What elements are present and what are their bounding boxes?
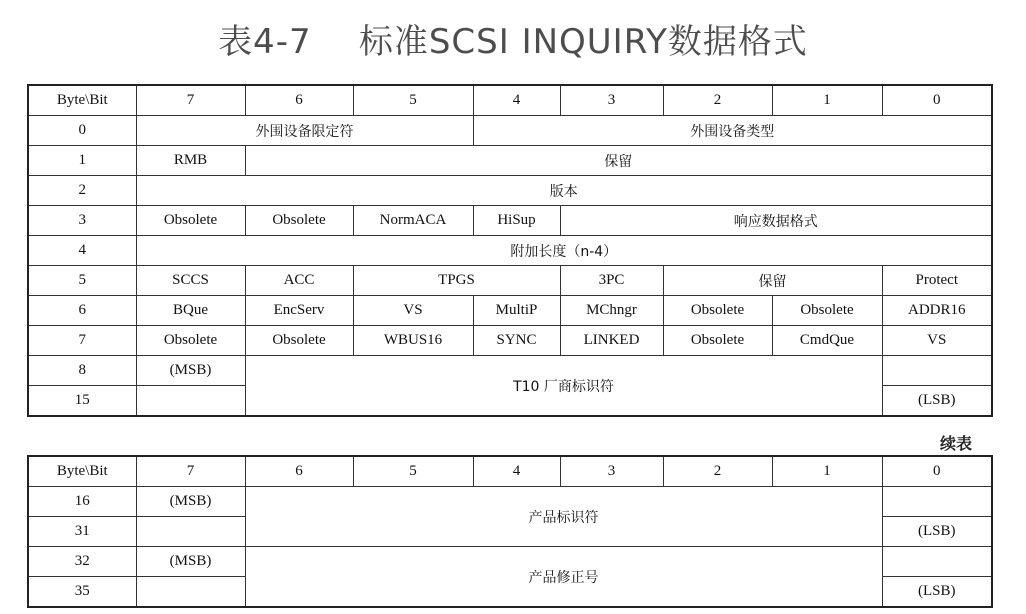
table-row [28,116,992,146]
reserved-cell: 保留 [245,146,992,176]
bit-cell: MChngr [560,296,663,326]
additional-length-cell: 附加长度（n-4） [136,236,992,266]
table-row [28,296,992,326]
header-bit-2: 2 [663,85,772,116]
header-bit-7: 7 [136,456,245,487]
bit-cell: HiSup [473,206,560,236]
table-row [28,547,992,577]
byte-index: 4 [28,236,136,266]
header-bit-0: 0 [882,456,992,487]
bit-cell: Obsolete [663,326,772,356]
rmb-cell: RMB [136,146,245,176]
bit-cell: CmdQue [772,326,882,356]
continued-label: 续表 [939,434,972,453]
byte-index: 31 [28,517,136,547]
response-data-format-cell: 响应数据格式 [560,206,992,236]
msb-cell: (MSB) [136,487,245,517]
inquiry-table-part1 [27,84,993,417]
header-bit-3: 3 [560,85,663,116]
bit-cell: EncServ [245,296,353,326]
bit-cell: Protect [882,266,992,296]
reserved-cell: 保留 [663,266,882,296]
bit-cell: BQue [136,296,245,326]
table-row [28,487,992,517]
byte-index: 8 [28,356,136,386]
header-row [28,456,992,487]
empty-cell [882,356,992,386]
byte-index: 6 [28,296,136,326]
empty-cell [882,487,992,517]
byte-index: 7 [28,326,136,356]
empty-cell [882,547,992,577]
table-row [28,356,992,386]
bit-cell: Obsolete [772,296,882,326]
byte-index: 15 [28,386,136,417]
header-bit-3: 3 [560,456,663,487]
bit-cell: SYNC [473,326,560,356]
header-byte-bit: Byte\Bit [28,456,136,487]
empty-cell [136,517,245,547]
header-bit-1: 1 [772,85,882,116]
table-row [28,326,992,356]
msb-cell: (MSB) [136,356,245,386]
header-bit-0: 0 [882,85,992,116]
header-bit-7: 7 [136,85,245,116]
header-bit-2: 2 [663,456,772,487]
bit-cell: Obsolete [136,326,245,356]
byte-index: 32 [28,547,136,577]
bit-cell: NormACA [353,206,473,236]
header-bit-6: 6 [245,85,353,116]
bit-cell: ADDR16 [882,296,992,326]
bit-cell: VS [353,296,473,326]
bit-cell: WBUS16 [353,326,473,356]
header-bit-5: 5 [353,85,473,116]
bit-cell: Obsolete [663,296,772,326]
header-row [28,85,992,116]
byte-index: 16 [28,487,136,517]
bit-cell: ACC [245,266,353,296]
byte-index: 3 [28,206,136,236]
table-row [28,146,992,176]
bit-cell: 3PC [560,266,663,296]
header-bit-5: 5 [353,456,473,487]
table-row [28,236,992,266]
header-bit-4: 4 [473,456,560,487]
byte-index: 5 [28,266,136,296]
empty-cell [136,577,245,608]
header-bit-1: 1 [772,456,882,487]
bit-cell: SCCS [136,266,245,296]
lsb-cell: (LSB) [882,577,992,608]
version-cell: 版本 [136,176,992,206]
byte-index: 1 [28,146,136,176]
msb-cell: (MSB) [136,547,245,577]
bit-cell: VS [882,326,992,356]
product-id-cell: 产品标识符 [245,487,882,547]
product-revision-cell: 产品修正号 [245,547,882,608]
peripheral-device-type-cell: 外围设备类型 [473,116,992,146]
tpgs-cell: TPGS [353,266,560,296]
header-bit-6: 6 [245,456,353,487]
bit-cell: Obsolete [245,326,353,356]
t10-vendor-id-cell: T10 厂商标识符 [245,356,882,417]
lsb-cell: (LSB) [882,386,992,417]
empty-cell [136,386,245,417]
byte-index: 2 [28,176,136,206]
header-byte-bit: Byte\Bit [28,85,136,116]
bit-cell: MultiP [473,296,560,326]
page-title: 表4-7 标准SCSI INQUIRY数据格式 [218,22,808,62]
bit-cell: Obsolete [136,206,245,236]
byte-index: 35 [28,577,136,608]
bit-cell: Obsolete [245,206,353,236]
table-row [28,266,992,296]
peripheral-qualifier-cell: 外围设备限定符 [136,116,473,146]
table-row [28,206,992,236]
header-bit-4: 4 [473,85,560,116]
bit-cell: LINKED [560,326,663,356]
table-row [28,176,992,206]
lsb-cell: (LSB) [882,517,992,547]
byte-index: 0 [28,116,136,146]
inquiry-table-part2 [27,455,993,608]
